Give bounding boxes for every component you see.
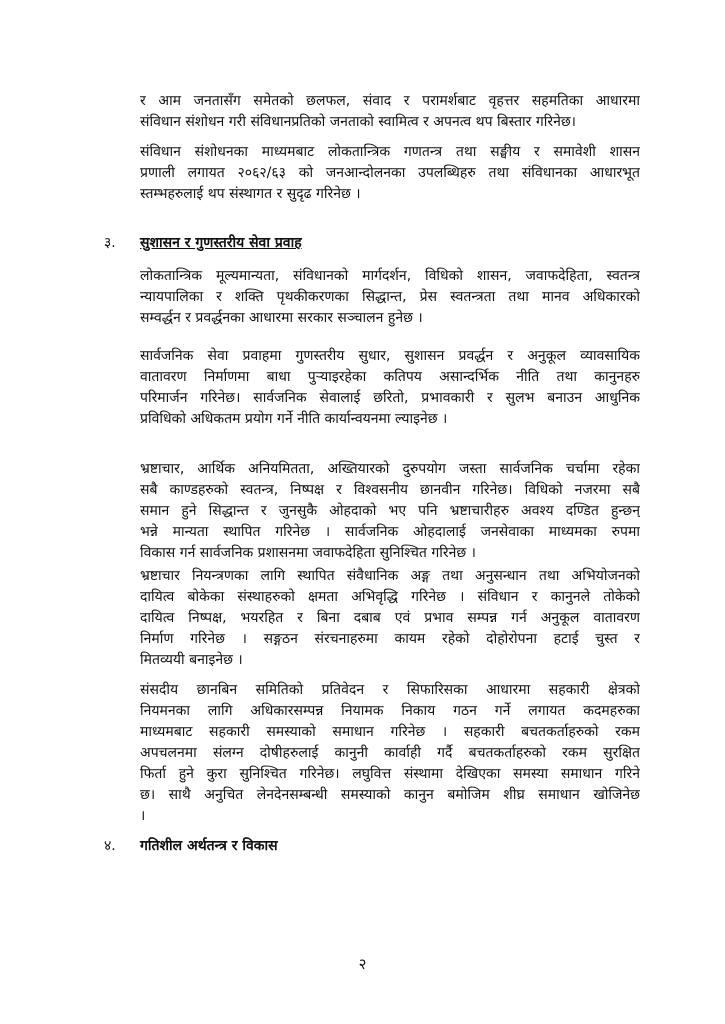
paragraph-3 — [140, 266, 640, 329]
text-line: सार्वजनिक सेवा प्रवाहमा गुणस्तरीय सुधार, सुशासन प्रवर्द्धन र अनुकूल व्यावसायिक — [140, 348, 640, 364]
text-line: । — [140, 808, 146, 824]
text-line: माध्यमबाट सहकारी समस्याको समाधान गरिनेछ । सहकारी बचतकर्ताहरुको रकम — [140, 724, 640, 740]
text-line: भ्रष्टाचार, आर्थिक अनियमितता, अख्तियारको दुरुपयोग जस्ता सार्वजनिक चर्चामा रहेका — [140, 461, 640, 477]
text-line: र आम जनतासँग समेतको छलफल, संवाद र परामर्शबाट वृहत्तर सहमतिका आधारमा — [140, 93, 640, 109]
section-title: सुशासन र गुणस्तरीय सेवा प्रवाह — [140, 235, 302, 251]
text-line: प्रविधिको अधिकतम प्रयोग गर्ने नीति कार्यान्वयनमा ल्याइनेछ । — [140, 411, 448, 427]
paragraph-2 — [140, 142, 640, 205]
paragraph-6 — [140, 566, 640, 671]
text-line: सबै काण्डहरुको स्वतन्त्र, निष्पक्ष र विश्वसनीय छानवीन गरिनेछ। विधिको नजरमा सबै — [140, 482, 640, 498]
paragraph-5 — [140, 459, 640, 564]
text-line: दायित्व बोकेका संस्थाहरुको क्षमता अभिवृद्धि गरिनेछ । संविधान र कानुनले तोकेको — [140, 589, 640, 605]
paragraph-4 — [140, 346, 640, 430]
text-line: सम्वर्द्धन र प्रवर्द्धनका आधारमा सरकार सञ्चालन हुनेछ । — [140, 310, 423, 326]
text-line: निर्माण गरिनेछ । सङ्गठन संरचनाहरुमा कायम रहेको दोहोरोपना हटाई चुस्त र — [140, 631, 640, 647]
text-line: स्तम्भहरुलाई थप संस्थागत र सुदृढ गरिनेछ । — [140, 186, 361, 202]
text-line: वातावरण निर्माणमा बाधा पुऱ्याइरहेका कतिपय असान्दर्भिक नीति तथा कानुनहरु — [140, 369, 640, 385]
paragraph-7 — [140, 680, 640, 827]
text-line: संविधान संशोधन गरी संविधानप्रतिको जनताको स्वामित्व र अपनत्व थप बिस्तार गरिनेछ। — [140, 114, 576, 130]
section-heading-4 — [104, 836, 278, 857]
text-line: परिमार्जन गरिनेछ। सार्वजनिक सेवालाई छरितो, प्रभावकारी र सुलभ बनाउन आधुनिक — [140, 390, 640, 406]
text-line: विकास गर्न सार्वजनिक प्रशासनमा जवाफदेहिता सुनिश्चित गरिनेछ । — [140, 545, 476, 561]
text-line: फिर्ता हुने कुरा सुनिश्चित गरिनेछ। लघुवित्त संस्थामा देखिएका समस्या समाधान गरिने — [140, 766, 640, 782]
section-number: ४. — [104, 838, 116, 854]
text-line: मितव्ययी बनाइनेछ । — [140, 652, 243, 668]
section-number: ३. — [104, 235, 116, 251]
text-line: संविधान संशोधनका माध्यमबाट लोकतान्त्रिक गणतन्त्र तथा सङ्घीय र समावेशी शासन — [140, 144, 640, 160]
section-heading-3 — [104, 233, 302, 254]
paragraph-1 — [140, 91, 640, 133]
text-line: नियमनका लागि अधिकारसम्पन्न नियामक निकाय गठन गर्ने लगायत कदमहरुका — [140, 703, 640, 719]
text-line: भन्ने मान्यता स्थापित गरिनेछ । सार्वजनिक ओहदालाई जनसेवाका माध्यमका रुपमा — [140, 524, 640, 540]
text-line: प्रणाली लगायत २०६२/६३ को जनआन्दोलनका उपलब्धिहरु तथा संविधानका आधारभूत — [140, 165, 640, 181]
text-line: लोकतान्त्रिक मूल्यमान्यता, संविधानको मार्गदर्शन, विधिको शासन, जवाफदेहिता, स्वतन्त्र — [140, 268, 640, 284]
text-line: छ। साथै अनुचित लेनदेनसम्बन्धी समस्याको कानुन बमोजिम शीघ्र समाधान खोजिनेछ — [140, 787, 640, 803]
section-title: गतिशील अर्थतन्त्र र विकास — [140, 838, 278, 854]
text-line: समान हुने सिद्धान्त र जुनसुकै ओहदाको भए पनि भ्रष्टाचारीहरु अवश्य दण्डित हुन्छन् — [140, 503, 640, 519]
page-number: २ — [358, 955, 367, 973]
text-line: संसदीय छानबिन समितिको प्रतिवेदन र सिफारिसका आधारमा सहकारी क्षेत्रको — [140, 682, 640, 698]
text-line: भ्रष्टाचार नियन्त्रणका लागि स्थापित संवैधानिक अङ्ग तथा अनुसन्धान तथा अभियोजनको — [140, 568, 640, 584]
text-line: दायित्व निष्पक्ष, भयरहित र बिना दबाब एवं प्रभाव सम्पन्न गर्न अनुकूल वातावरण — [140, 610, 640, 626]
text-line: अपचलनमा संलग्न दोषीहरुलाई कानुनी कार्वाही गर्दै बचतकर्ताहरुको रकम सुरक्षित — [140, 745, 640, 761]
text-line: न्यायपालिका र शक्ति पृथकीकरणका सिद्धान्त, प्रेस स्वतन्त्रता तथा मानव अधिकारको — [140, 289, 640, 305]
